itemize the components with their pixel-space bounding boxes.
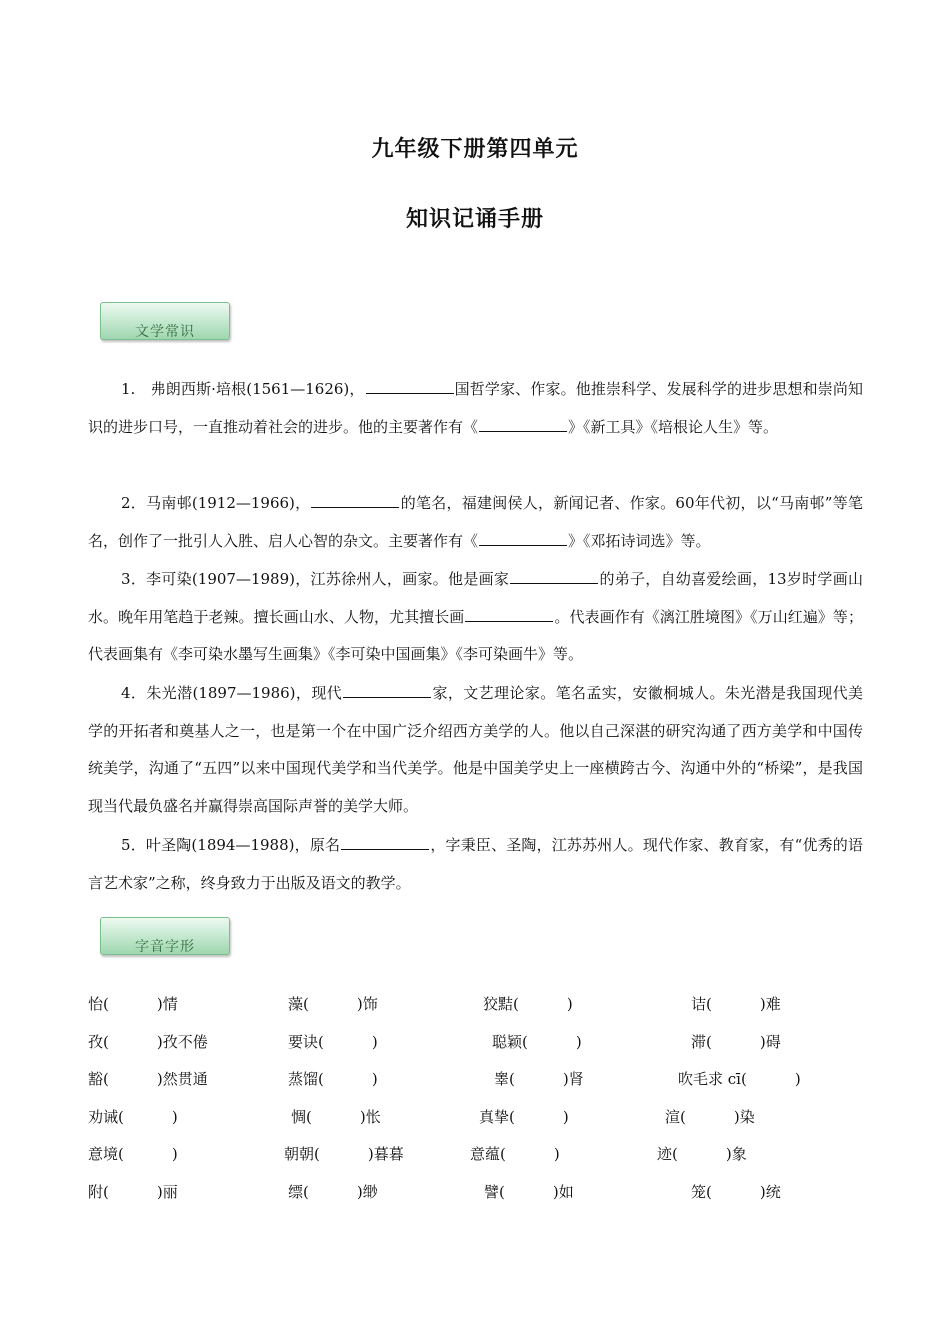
vocab-text: 劝诫( bbox=[88, 1107, 124, 1126]
answer-blank[interactable] bbox=[465, 605, 553, 622]
vocab-row bbox=[88, 1099, 868, 1137]
vocab-item bbox=[492, 1024, 582, 1062]
vocab-item bbox=[691, 1174, 781, 1212]
vocab-text: ) bbox=[575, 1032, 582, 1051]
vocab-text: )如 bbox=[552, 1182, 574, 1201]
section-tab-label: 字音字形 bbox=[135, 939, 195, 955]
vocab-item bbox=[494, 1061, 584, 1099]
paragraph-3: 3．李可染(1907—1989)，江苏徐州人，画家。他是画家 的弟子，自幼喜爱绘画，13岁时学画山水。晚年用笔趋于老辣。擅长画山水、人物，尤其擅长画 。代表画作有《漓江胜境图》《万山红遍》等；代表画集有《李可染水墨写生画集》《李可染中国画集》《李可染画牛》等。 bbox=[88, 561, 863, 674]
vocab-text: 聪颖( bbox=[492, 1032, 528, 1051]
vocab-text: )丽 bbox=[156, 1182, 178, 1201]
vocab-text: 意境( bbox=[88, 1145, 124, 1163]
vocab-item bbox=[470, 1136, 560, 1174]
vocab-text: 豁( bbox=[88, 1070, 109, 1088]
vocab-item bbox=[678, 1061, 801, 1099]
vocab-text: 譬( bbox=[484, 1182, 505, 1201]
answer-blank[interactable] bbox=[479, 529, 567, 546]
vocab-row bbox=[88, 1024, 868, 1062]
vocab-text: 藻( bbox=[288, 995, 309, 1013]
vocab-text: )肾 bbox=[562, 1070, 584, 1088]
vocab-item bbox=[288, 986, 378, 1024]
vocab-text: 缥( bbox=[288, 1182, 309, 1201]
vocab-text: )然贯通 bbox=[156, 1070, 208, 1088]
vocab-item bbox=[284, 1136, 404, 1174]
section-tab-literature bbox=[100, 302, 230, 340]
paragraph-5: 5．叶圣陶(1894—1988)，原名 ，字秉臣、圣陶，江苏苏州人。现代作家、教育家，有“优秀的语言艺术家”之称，终身致力于出版及语文的教学。 bbox=[88, 827, 863, 902]
vocab-item bbox=[88, 986, 178, 1024]
vocab-text: 渲( bbox=[665, 1107, 686, 1126]
paragraph-1: 1. 弗朗西斯·培根(1561—1626)， 国哲学家、作家。他推崇科学、发展科学的进步思想和崇尚知识的进步口号，一直推动着社会的进步。他的主要著作有《 》《新工具》《培根论人生》等。 bbox=[88, 371, 863, 446]
vocab-text: 孜( bbox=[88, 1032, 109, 1051]
vocab-text: ) bbox=[171, 1107, 178, 1126]
vocab-text: ) bbox=[371, 1032, 378, 1051]
vocab-row bbox=[88, 986, 868, 1024]
vocab-text: )暮暮 bbox=[367, 1145, 404, 1163]
vocab-item bbox=[88, 1136, 178, 1174]
vocab-item bbox=[88, 1174, 178, 1212]
section-tab-label: 文学常识 bbox=[135, 324, 195, 340]
paragraph-4: 4．朱光潜(1897—1986)，现代 家，文艺理论家。笔名孟实，安徽桐城人。朱光潜是我国现代美学的开拓者和奠基人之一，也是第一个在中国广泛介绍西方美学的人。他以自己深湛的研究沟通了西方美学和中国传统美学，沟通了“五四”以来中国现代美学和当代美学。他是中国美学史上一座横跨古今、沟通中外的“桥梁”，是我国现当代最负盛名并赢得崇高国际声誉的美学大师。 bbox=[88, 675, 863, 825]
vocab-text: 吹毛求 cī( bbox=[678, 1070, 747, 1088]
vocab-text: ) bbox=[553, 1145, 560, 1163]
answer-blank[interactable] bbox=[510, 567, 598, 584]
vocab-item bbox=[657, 1136, 747, 1174]
vocab-text: 惆( bbox=[291, 1107, 312, 1126]
paragraph-2: 2．马南邨(1912—1966)， 的笔名，福建闽侯人，新闻记者、作家。60年代初，以“马南邨”等笔名，创作了一批引人入胜、启人心智的杂文。主要著作有《 》《邓拓诗词选》等。 bbox=[88, 485, 863, 560]
vocab-item bbox=[483, 986, 573, 1024]
vocab-text: )情 bbox=[156, 995, 178, 1013]
answer-blank[interactable] bbox=[366, 377, 454, 394]
vocab-text: 蒸馏( bbox=[288, 1070, 324, 1088]
answer-blank[interactable] bbox=[311, 491, 399, 508]
vocab-item bbox=[291, 1099, 381, 1137]
vocab-text: 附( bbox=[88, 1182, 109, 1201]
section-tab-characters bbox=[100, 917, 230, 955]
vocab-text: 真挚( bbox=[479, 1107, 515, 1126]
answer-blank[interactable] bbox=[341, 833, 429, 850]
vocab-text: )象 bbox=[725, 1145, 747, 1163]
vocab-text: 迹( bbox=[657, 1145, 678, 1163]
vocab-item bbox=[665, 1099, 755, 1137]
answer-blank[interactable] bbox=[479, 415, 567, 432]
vocab-item bbox=[288, 1061, 378, 1099]
vocab-text: )饰 bbox=[356, 995, 378, 1013]
page-title: 九年级下册第四单元 bbox=[371, 137, 579, 162]
vocab-text: )孜不倦 bbox=[156, 1032, 208, 1051]
vocab-text: )染 bbox=[733, 1107, 755, 1126]
vocab-text: ) bbox=[566, 995, 573, 1013]
vocab-text: ) bbox=[171, 1145, 178, 1163]
vocab-grid bbox=[88, 986, 868, 1211]
vocab-text: )碍 bbox=[759, 1032, 781, 1051]
page-subtitle: 知识记诵手册 bbox=[405, 207, 544, 232]
vocab-item bbox=[484, 1174, 574, 1212]
vocab-text: 笼( bbox=[691, 1182, 712, 1201]
vocab-text: 要诀( bbox=[288, 1032, 324, 1051]
vocab-item bbox=[691, 986, 781, 1024]
vocab-item bbox=[88, 1099, 178, 1137]
vocab-text: ) bbox=[371, 1070, 378, 1088]
vocab-text: 朝朝( bbox=[284, 1145, 320, 1163]
vocab-item bbox=[288, 1024, 378, 1062]
vocab-row bbox=[88, 1136, 868, 1174]
vocab-text: 怡( bbox=[88, 995, 109, 1013]
vocab-row bbox=[88, 1174, 868, 1212]
vocab-text: )难 bbox=[759, 995, 781, 1013]
vocab-text: ) bbox=[562, 1107, 569, 1126]
vocab-text: )怅 bbox=[359, 1107, 381, 1126]
answer-blank[interactable] bbox=[343, 681, 431, 698]
vocab-row bbox=[88, 1061, 868, 1099]
vocab-text: ) bbox=[794, 1070, 801, 1088]
vocab-item bbox=[88, 1061, 208, 1099]
vocab-text: )统 bbox=[759, 1182, 781, 1201]
vocab-item bbox=[288, 1174, 378, 1212]
vocab-item bbox=[88, 1024, 208, 1062]
vocab-text: 意蕴( bbox=[470, 1145, 506, 1163]
vocab-text: 睾( bbox=[494, 1070, 515, 1088]
vocab-item bbox=[479, 1099, 569, 1137]
vocab-text: 诘( bbox=[691, 995, 712, 1013]
vocab-text: 狡黠( bbox=[483, 995, 519, 1013]
vocab-item bbox=[691, 1024, 781, 1062]
vocab-text: 滞( bbox=[691, 1032, 712, 1051]
vocab-text: )缈 bbox=[356, 1182, 378, 1201]
